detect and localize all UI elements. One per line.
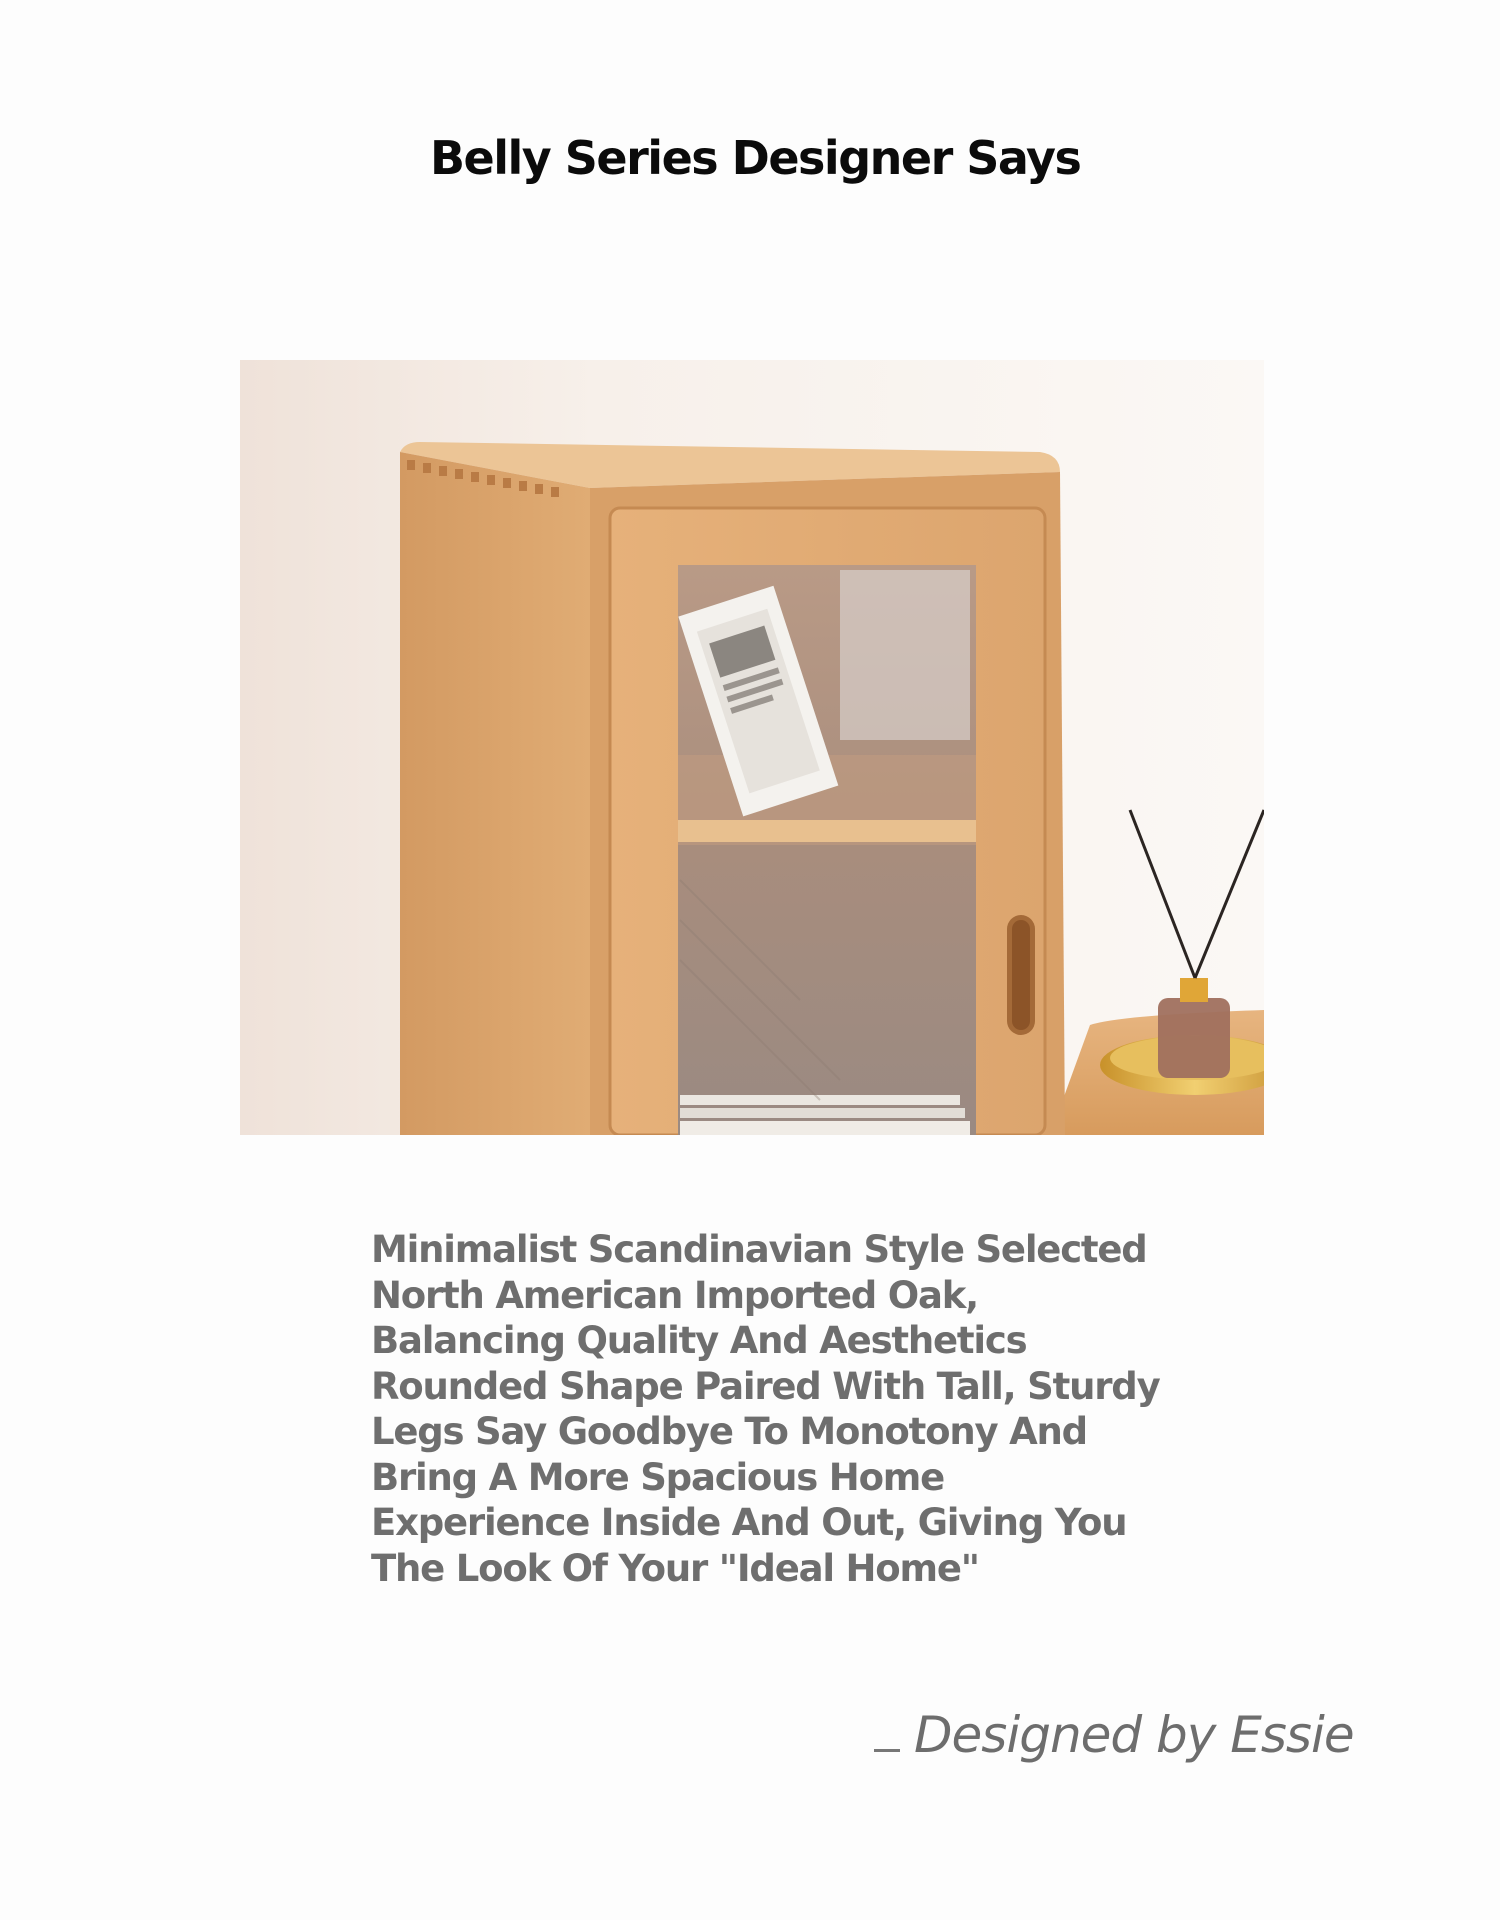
signature-text: Designed by Essie <box>914 1706 1354 1764</box>
description-line: Balancing Quality And Aesthetics <box>371 1319 1027 1362</box>
description-line: North American Imported Oak, <box>371 1273 978 1317</box>
description-line: Rounded Shape Paired With Tall, Sturdy <box>371 1364 1160 1408</box>
page-title: Belly Series Designer Says <box>430 131 1081 185</box>
designer-signature <box>874 1705 1354 1765</box>
description-line: Minimalist Scandinavian Style Selected <box>371 1228 1147 1271</box>
description-line: Legs Say Goodbye To Monotony And <box>371 1410 1087 1453</box>
description-line: Experience Inside And Out, Giving You <box>371 1501 1127 1544</box>
dash-icon <box>874 1749 900 1752</box>
description-line: Bring A More Spacious Home <box>371 1455 945 1499</box>
description-line: The Look Of Your "Ideal Home" <box>371 1546 979 1590</box>
cabinet-product-image <box>240 360 1264 1135</box>
product-description <box>371 1227 1171 1591</box>
